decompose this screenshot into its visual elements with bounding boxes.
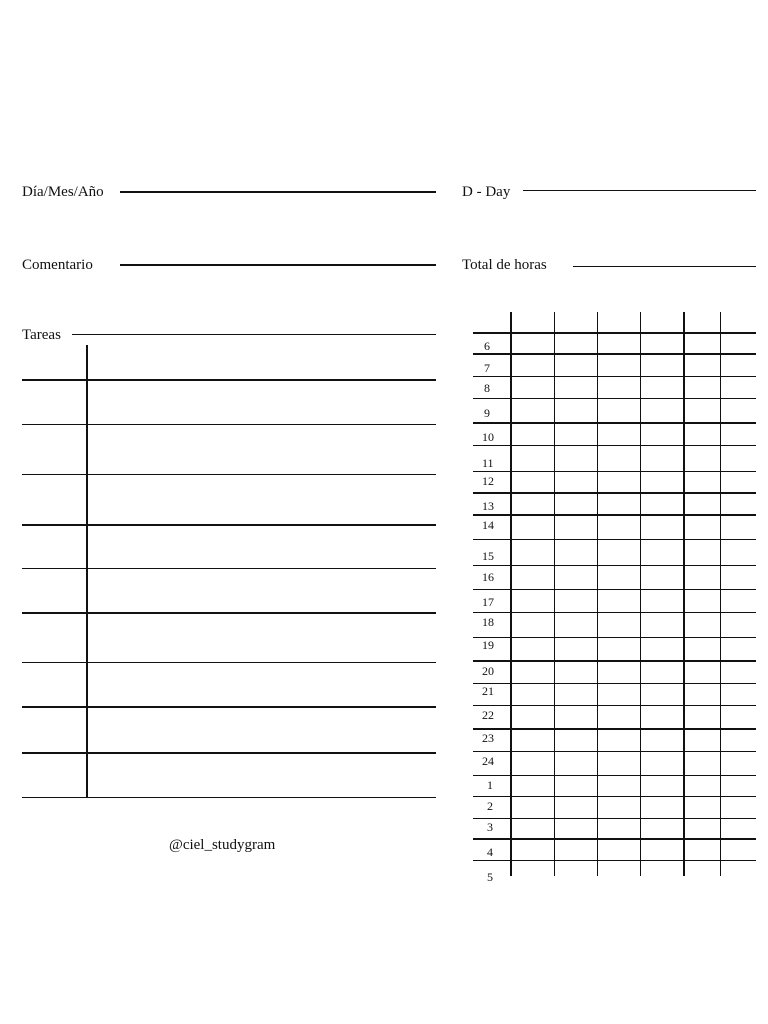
hour-label: 17 <box>482 595 494 609</box>
task-row-line[interactable] <box>22 612 436 614</box>
hour-label: 2 <box>487 799 493 813</box>
task-row-line[interactable] <box>22 524 436 526</box>
task-row-line[interactable] <box>22 474 436 475</box>
hour-label: 24 <box>482 754 494 768</box>
grid-row-line <box>473 539 756 540</box>
hour-label: 20 <box>482 664 494 678</box>
task-row-line[interactable] <box>22 568 436 569</box>
hour-label: 16 <box>482 570 494 584</box>
grid-column-line <box>554 312 555 876</box>
grid-column-line <box>683 312 685 876</box>
hour-label: 15 <box>482 549 494 563</box>
date-label: Día/Mes/Año <box>22 184 104 200</box>
tasks-label: Tareas <box>22 326 65 344</box>
grid-row-line <box>473 860 756 861</box>
hour-label: 10 <box>482 430 494 444</box>
grid-row-line <box>473 514 756 516</box>
task-row-line[interactable] <box>22 706 436 708</box>
grid-row-line <box>473 589 756 590</box>
grid-row-line <box>473 422 756 424</box>
hour-label: 13 <box>482 499 494 513</box>
hour-label: 3 <box>487 820 493 834</box>
hour-label: 22 <box>482 708 494 722</box>
hour-label: 18 <box>482 615 494 629</box>
task-row-line[interactable] <box>22 797 436 798</box>
credit-handle: @ciel_studygram <box>169 837 276 853</box>
task-row-line[interactable] <box>22 379 436 381</box>
grid-row-line <box>473 612 756 613</box>
total-hours-write-line[interactable] <box>573 266 756 267</box>
hour-label: 12 <box>482 474 494 488</box>
hour-label: 14 <box>482 518 494 532</box>
date-write-line[interactable] <box>120 191 436 193</box>
hour-label: 23 <box>482 731 494 745</box>
grid-column-line <box>597 312 598 876</box>
grid-row-line <box>473 332 756 334</box>
hour-label: 7 <box>484 361 490 375</box>
grid-row-line <box>473 376 756 377</box>
grid-row-line <box>473 683 756 684</box>
grid-row-line <box>473 353 756 355</box>
grid-column-line <box>510 312 512 876</box>
tasks-checkbox-divider <box>86 345 88 798</box>
hour-label: 1 <box>487 778 493 792</box>
grid-row-line <box>473 728 756 730</box>
dday-label: D - Day <box>462 184 511 200</box>
hour-label: 11 <box>482 456 494 470</box>
hour-label: 9 <box>484 406 490 420</box>
total-hours-label: Total de horas <box>462 257 547 273</box>
grid-row-line <box>473 471 756 472</box>
grid-row-line <box>473 751 756 752</box>
grid-row-line <box>473 637 756 638</box>
grid-row-line <box>473 445 756 446</box>
grid-row-line <box>473 660 756 662</box>
comment-label: Comentario <box>22 257 93 273</box>
hour-label: 5 <box>487 870 493 884</box>
task-row-line[interactable] <box>22 662 436 663</box>
grid-row-line <box>473 838 756 840</box>
hour-label: 8 <box>484 381 490 395</box>
grid-column-line <box>720 312 721 876</box>
tasks-top-line <box>72 334 436 335</box>
hour-label: 6 <box>484 339 490 353</box>
grid-row-line <box>473 565 756 566</box>
grid-row-line <box>473 818 756 819</box>
comment-write-line[interactable] <box>120 264 436 266</box>
hour-label: 19 <box>482 638 494 652</box>
grid-row-line <box>473 775 756 776</box>
task-row-line[interactable] <box>22 752 436 754</box>
hour-label: 21 <box>482 684 494 698</box>
grid-row-line <box>473 492 756 494</box>
dday-write-line[interactable] <box>523 190 756 191</box>
hour-label: 4 <box>487 845 493 859</box>
grid-row-line <box>473 398 756 399</box>
grid-row-line <box>473 705 756 706</box>
task-row-line[interactable] <box>22 424 436 425</box>
grid-row-line <box>473 796 756 797</box>
grid-column-line <box>640 312 641 876</box>
